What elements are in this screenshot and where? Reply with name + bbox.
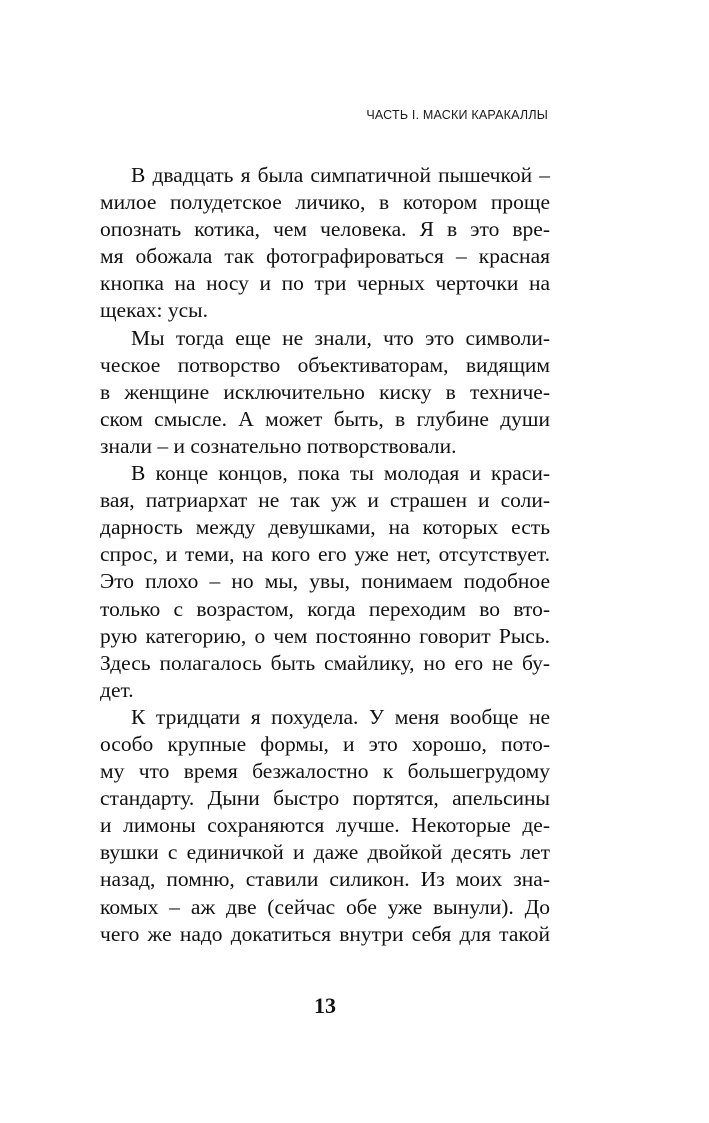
text-line: Мы тогда еще не знали, что это символи-	[131, 325, 550, 350]
text-line: и лимоны сохраняются лучше. Некоторые де-	[100, 813, 550, 838]
text-line: вушки с единичкой и даже двойкой десять лет	[100, 840, 550, 865]
text-line: комых – аж две (сейчас обе уже вынули). До	[100, 894, 550, 919]
text-line: Здесь полагалось быть смайлику, но его не бу-	[100, 650, 550, 675]
text-line: му что время безжалостно к большегрудому	[100, 759, 550, 784]
body-text	[100, 162, 550, 948]
text-line: только с возрастом, когда переходим во вто-	[100, 596, 550, 621]
text-line: ческое потворство объективаторам, видящим	[100, 352, 550, 377]
text-line: чего же надо докатиться внутри себя для такой	[100, 921, 550, 946]
running-head: ЧАСТЬ I. МАСКИ КАРАКАЛЛЫ	[366, 108, 548, 122]
page-number: 13	[314, 993, 336, 1018]
text-line: дет.	[100, 677, 134, 702]
text-line: милое полудетское личико, в котором проще	[100, 190, 550, 215]
text-line: стандарту. Дыни быстро портятся, апельсины	[100, 786, 550, 811]
text-line: В двадцать я была симпатичной пышечкой –	[131, 163, 550, 187]
paragraph-2	[100, 325, 550, 460]
text-line: кнопка на носу и по три черных черточки на	[100, 271, 550, 296]
text-line: особо крупные формы, и это хорошо, пото-	[100, 731, 550, 756]
paragraph-1	[100, 162, 550, 325]
paragraph-4	[100, 704, 550, 948]
text-line: знали – и сознательно потворствовали.	[100, 433, 457, 458]
paragraph-3	[100, 460, 550, 704]
text-line: вая, патриархат не так уж и страшен и соли-	[100, 488, 550, 513]
text-line: В конце концов, пока ты молодая и краси-	[131, 461, 550, 486]
text-line: в женщине исключительно киску в техниче-	[100, 379, 550, 404]
text-line: спрос, и теми, на кого его уже нет, отсутствует.	[100, 542, 550, 567]
text-line: рую категорию, о чем постоянно говорит Рысь.	[100, 623, 550, 648]
text-line: назад, помню, ставили силикон. Из моих зна-	[100, 867, 550, 892]
text-line: щеках: усы.	[100, 298, 208, 323]
text-line: ском смысле. А может быть, в глубине души	[100, 406, 550, 431]
text-line: дарность между девушками, на которых есть	[100, 515, 550, 540]
text-line: опознать котика, чем человека. Я в это вре-	[100, 217, 550, 242]
text-line: мя обожала так фотографироваться – красная	[100, 244, 550, 269]
text-line: К тридцати я похудела. У меня вообще не	[131, 704, 550, 729]
text-line: Это плохо – но мы, увы, понимаем подобное	[100, 569, 550, 594]
